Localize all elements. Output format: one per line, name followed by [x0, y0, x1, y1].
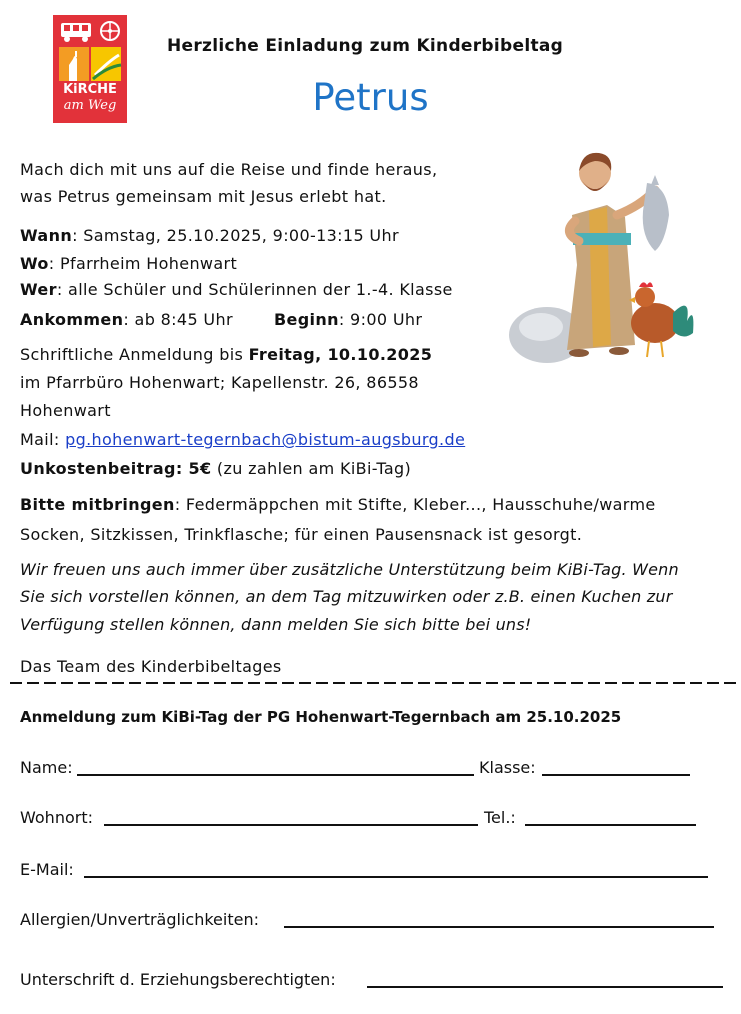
signoff: Das Team des Kinderbibeltages [20, 657, 282, 676]
intro-line-2: was Petrus gemeinsam mit Jesus erlebt hat. [20, 187, 387, 206]
signature-input-line[interactable] [367, 986, 723, 988]
wann-value: : Samstag, 25.10.2025, 9:00-13:15 Uhr [72, 226, 399, 245]
klasse-input-line[interactable] [542, 774, 690, 776]
petrus-illustration [507, 145, 697, 370]
bring-line-2: Socken, Sitzkissen, Trinkflasche; für einen Pausensnack ist gesorgt. [20, 525, 583, 544]
ankommen-label: Ankommen [20, 310, 124, 329]
tel-label: Tel.: [484, 808, 516, 827]
wohnort-label: Wohnort: [20, 808, 93, 827]
form-title: Anmeldung zum KiBi-Tag der PG Hohenwart-Tegernbach am 25.10.2025 [20, 708, 622, 726]
page-title [0, 76, 741, 119]
support-line-2: Sie sich vorstellen können, an dem Tag mitzuwirken oder z.B. einen Kuchen zur [20, 587, 673, 606]
beginn-value: : 9:00 Uhr [338, 310, 423, 329]
detail-wann [20, 226, 399, 245]
fee-line [20, 459, 411, 478]
wer-value: : alle Schüler und Schülerinnen der 1.-4. Klasse [56, 280, 453, 299]
registration-prefix: Schriftliche Anmeldung bis [20, 345, 249, 364]
support-line-1: Wir freuen uns auch immer über zusätzliche Unterstützung beim KiBi-Tag. Wenn [20, 560, 679, 579]
mail-label: Mail: [20, 430, 66, 449]
fee-label: Unkostenbeitrag: 5€ [20, 459, 212, 478]
detail-ankommen [20, 310, 233, 329]
ankommen-value: : ab 8:45 Uhr [123, 310, 233, 329]
name-input-line[interactable] [77, 774, 474, 776]
logo-text-line1: KiRCHE [63, 82, 117, 97]
registration-line-2: im Pfarrbüro Hohenwart; Kapellenstr. 26, 86558 [20, 373, 419, 392]
wer-label: Wer [20, 280, 57, 299]
mail-line [20, 430, 465, 449]
logo-text-line2: am Weg [63, 98, 117, 113]
bring-line-1 [20, 495, 656, 514]
invitation-heading: Herzliche Einladung zum Kinderbibeltag [167, 36, 564, 56]
petrus-rooster-drawing [507, 145, 697, 370]
wo-label: Wo [20, 254, 49, 273]
registration-deadline: Freitag, 10.10.2025 [248, 345, 433, 364]
allergien-input-line[interactable] [284, 926, 714, 928]
bring-items: : Federmäppchen mit Stifte, Kleber..., Hausschuhe/warme [174, 495, 656, 514]
intro-line-1: Mach dich mit uns auf die Reise und finde heraus, [20, 160, 438, 179]
page-title-text: Petrus [312, 76, 429, 119]
registration-line-1 [20, 345, 432, 364]
registration-line-3: Hohenwart [20, 401, 111, 420]
detail-wer [20, 280, 453, 299]
wann-label: Wann [20, 226, 73, 245]
beginn-label: Beginn [274, 310, 339, 329]
signature-label: Unterschrift d. Erziehungsberechtigten: [20, 970, 336, 989]
allergien-label: Allergien/Unverträglichkeiten: [20, 910, 259, 929]
klasse-label: Klasse: [479, 758, 536, 777]
bring-label: Bitte mitbringen [20, 495, 175, 514]
email-label: E-Mail: [20, 860, 74, 879]
detail-beginn [274, 310, 422, 329]
fee-note: (zu zahlen am KiBi-Tag) [211, 459, 412, 478]
wohnort-input-line[interactable] [104, 824, 478, 826]
name-label: Name: [20, 758, 73, 777]
detail-wo [20, 254, 237, 273]
cut-line-separator [10, 682, 736, 684]
wo-value: : Pfarrheim Hohenwart [48, 254, 238, 273]
email-input-line[interactable] [84, 876, 708, 878]
mail-link[interactable]: pg.hohenwart-tegernbach@bistum-augsburg.de [65, 430, 466, 449]
tel-input-line[interactable] [525, 824, 696, 826]
support-line-3: Verfügung stellen können, dann melden Sie sich bitte bei uns! [20, 615, 532, 634]
